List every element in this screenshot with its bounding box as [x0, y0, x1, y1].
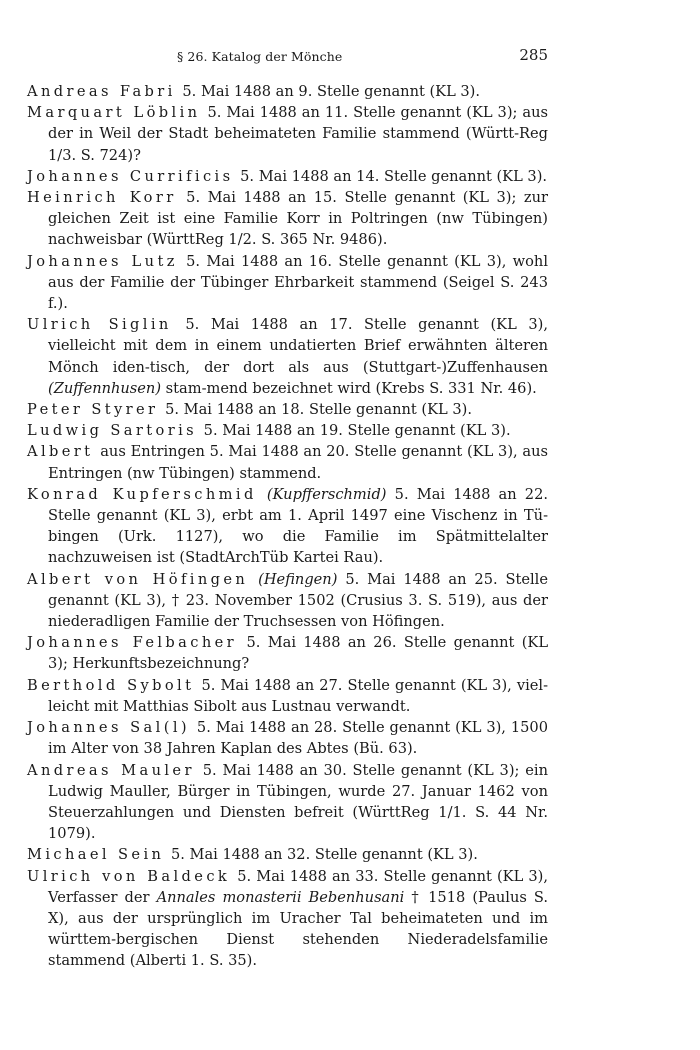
- monk-name: Johannes Lutz: [27, 252, 178, 270]
- catalog-entry: [27, 441, 548, 483]
- catalog-entry: [27, 102, 548, 166]
- monk-name: Konrad Kupferschmid: [27, 485, 257, 503]
- entry-text: 5. Mai 1488 an 33. Stelle genannt (KL 3), Verfasser der: [48, 867, 548, 906]
- running-title: § 26. Katalog der Mönche: [177, 49, 343, 64]
- entry-text: 5. Mai 1488 an 14. Stelle genannt (KL 3).: [240, 167, 548, 185]
- entry-text: 5. Mai 1488 an 15. Stelle genannt (KL 3); zur gleichen Zeit ist eine Familie Korr in Poltringen (nw Tübingen) nachweisbar (WürttReg 1/2. S. 365 Nr. 9486).: [48, 189, 548, 249]
- entry-text: 5. Mai 1488 an 30. Stelle genannt (KL 3); ein Ludwig Mauller, Bürger in Tübingen, wurde 27. Januar 1462 von Steuerzahlungen und Diensten befreit (WürttReg 1/1. S. 44 Nr. 1079).: [48, 761, 548, 843]
- catalog-entry: [27, 675, 548, 717]
- catalog-entry: [27, 187, 548, 251]
- entry-text: 5. Mai 1488 an 18. Stelle genannt (KL 3).: [165, 401, 472, 419]
- entry-text: 5. Mai 1488 an 19. Stelle genannt (KL 3).: [203, 422, 511, 440]
- catalog-entry: [27, 399, 548, 420]
- catalog-entry: [27, 81, 548, 102]
- monk-name: Ulrich Siglin: [27, 316, 172, 334]
- monk-name: Michael Sein: [27, 846, 165, 864]
- catalog-entry: [27, 420, 548, 441]
- entry-text: 5. Mai 1488 an 28. Stelle genannt (KL 3), 1500 im Alter von 38 Jahren Kaplan des Abtes (Bü. 63).: [48, 719, 548, 758]
- entry-text: 5. Mai 1488 an 22. Stelle genannt (KL 3), erbt am 1. April 1497 eine Vischenz in Tü-bingen (Urk. 1127), wo die Familie im Spätmittelalter nachzuweisen ist (StadtArchTüb Kartei Rau).: [48, 485, 549, 567]
- monk-name: Johannes Felbacher: [27, 634, 238, 652]
- monk-name: Johannes Currificis: [27, 167, 234, 185]
- page-number: 285: [519, 46, 548, 64]
- monk-name: Johannes Sal(l): [27, 719, 190, 737]
- entry-text: 5. Mai 1488 an 27. Stelle genannt (KL 3), viel-leicht mit Matthias Sibolt aus Lustnau verwandt.: [48, 676, 548, 715]
- catalog-entry: [27, 760, 548, 845]
- running-head: [27, 46, 548, 66]
- catalog-entry: [27, 569, 548, 633]
- name-variant: (Zuffennhusen): [48, 379, 162, 397]
- entry-text: 5. Mai 1488 an 9. Stelle genannt (KL 3).: [182, 83, 481, 100]
- entry-text: 5. Mai 1488 an 16. Stelle genannt (KL 3), wohl aus der Familie der Tübinger Ehrbarkeit stammend (Seigel S. 243 f.).: [48, 252, 548, 313]
- monk-name: Peter Styrer: [27, 401, 159, 419]
- entry-text: 5. Mai 1488 an 32. Stelle genannt (KL 3).: [170, 846, 478, 864]
- name-variant: (Hefingen): [258, 570, 338, 588]
- entry-text: stam-mend bezeichnet wird (Krebs S. 331 Nr. 46).: [165, 379, 537, 397]
- catalog-entry: [27, 866, 548, 972]
- monk-catalog-entries: [27, 81, 548, 972]
- monk-name: Ulrich von Baldeck: [27, 867, 231, 885]
- entry-text: 5. Mai 1488 an 17. Stelle genannt (KL 3), vielleicht mit dem in einem undatierten Brief erwähnten älteren Mönch iden-tisch, der dort als aus (Stuttgart-)Zuffenhausen: [48, 316, 548, 376]
- entry-text: 5. Mai 1488 an 26. Stelle genannt (KL 3); Herkunftsbezeichnung?: [48, 634, 549, 673]
- catalog-entry: [27, 844, 548, 865]
- catalog-entry: [27, 251, 548, 315]
- monk-name: Albert: [27, 443, 94, 461]
- monk-name: Ludwig Sartoris: [27, 422, 198, 440]
- catalog-entry: [27, 717, 548, 759]
- name-variant: (Kupfferschmid): [266, 485, 387, 503]
- name-variant: Annales monasterii Bebenhusani: [156, 888, 405, 906]
- monk-name: Berthold Sybolt: [27, 676, 195, 694]
- monk-name: Andreas Mauler: [27, 761, 195, 779]
- entry-text: † 1518 (Paulus S. X), aus der ursprünglich im Uracher Tal beheimateten und im württem-bergischen Dienst stehenden Niederadelsfamilie stammend (Alberti 1. S. 35).: [48, 888, 549, 970]
- monk-name: Marquart Löblin: [27, 104, 201, 122]
- monk-name: Andreas Fabri: [27, 83, 176, 100]
- monk-name: Heinrich Korr: [27, 189, 177, 207]
- catalog-entry: [27, 484, 548, 569]
- catalog-entry: [27, 632, 548, 674]
- monk-name: Albert von Höfingen: [27, 570, 249, 588]
- catalog-entry: [27, 314, 548, 399]
- catalog-entry: [27, 166, 548, 187]
- entry-text: 5. Mai 1488 an 25. Stelle genannt (KL 3), † 23. November 1502 (Crusius 3. S. 519), aus der niederadligen Familie der Truchsessen von Höfingen.: [48, 570, 548, 631]
- entry-text: 5. Mai 1488 an 11. Stelle genannt (KL 3); aus der in Weil der Stadt beheimateten Familie stammend (Württ-Reg 1/3. S. 724)?: [48, 104, 549, 164]
- entry-text: aus Entringen 5. Mai 1488 an 20. Stelle genannt (KL 3), aus Entringen (nw Tübingen) stammend.: [48, 443, 549, 482]
